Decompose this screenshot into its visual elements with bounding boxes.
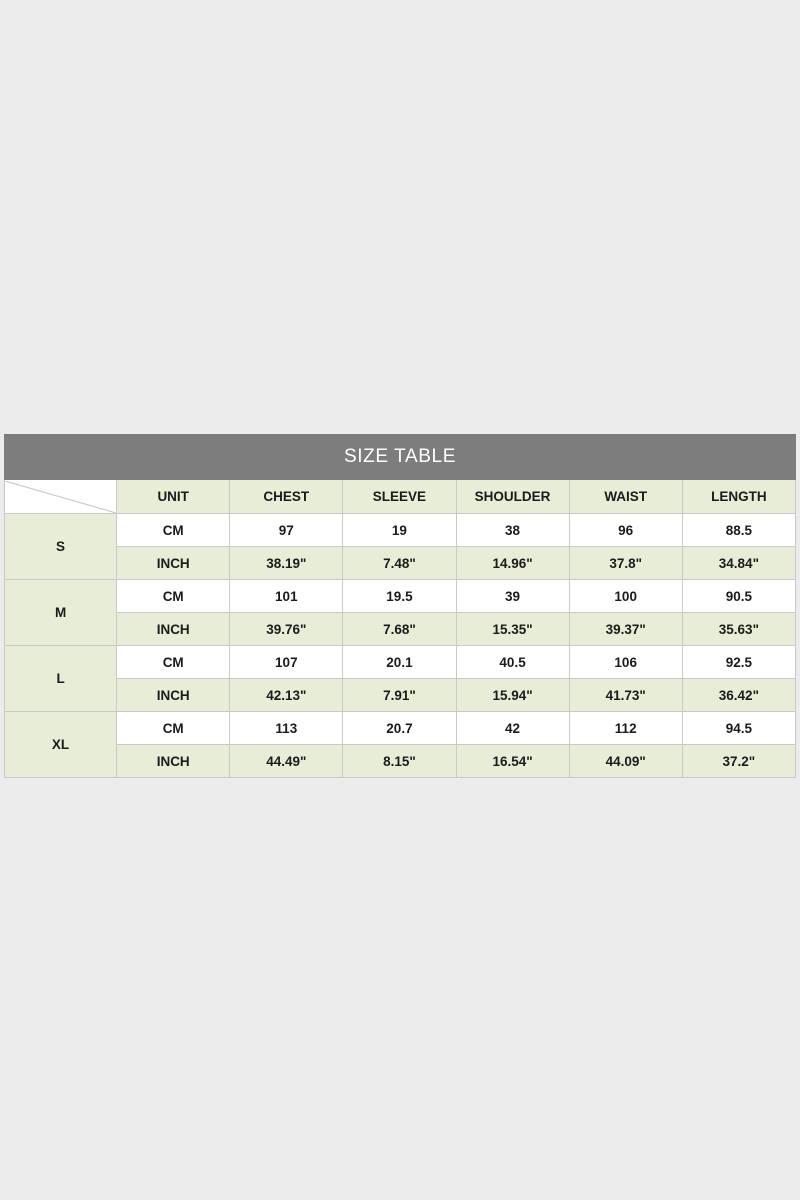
cell-xl-cm-sleeve: 20.7: [343, 712, 456, 745]
unit-label-inch: INCH: [117, 613, 230, 646]
cell-l-inch-shoulder: 15.94": [456, 679, 569, 712]
cell-xl-inch-sleeve: 8.15": [343, 745, 456, 778]
cell-s-cm-sleeve: 19: [343, 514, 456, 547]
cell-s-inch-sleeve: 7.48": [343, 547, 456, 580]
cell-xl-inch-length: 37.2": [682, 745, 795, 778]
table-row: [5, 712, 796, 745]
size-label-l: L: [5, 646, 117, 712]
diagonal-divider-icon: [5, 481, 116, 513]
cell-m-inch-length: 35.63": [682, 613, 795, 646]
cell-s-inch-chest: 38.19": [230, 547, 343, 580]
cell-s-inch-length: 34.84": [682, 547, 795, 580]
cell-m-inch-waist: 39.37": [569, 613, 682, 646]
table-row: [5, 514, 796, 547]
unit-label-inch: INCH: [117, 679, 230, 712]
cell-l-cm-sleeve: 20.1: [343, 646, 456, 679]
corner-diagonal-cell: [5, 480, 117, 514]
table-row: [5, 745, 796, 778]
unit-label-cm: CM: [117, 646, 230, 679]
cell-m-cm-sleeve: 19.5: [343, 580, 456, 613]
cell-xl-inch-waist: 44.09": [569, 745, 682, 778]
cell-xl-inch-chest: 44.49": [230, 745, 343, 778]
cell-l-inch-waist: 41.73": [569, 679, 682, 712]
size-label-xl: XL: [5, 712, 117, 778]
table-row: [5, 613, 796, 646]
unit-label-cm: CM: [117, 514, 230, 547]
cell-s-cm-shoulder: 38: [456, 514, 569, 547]
size-label-m: M: [5, 580, 117, 646]
size-table: [4, 434, 796, 778]
column-header-waist: WAIST: [569, 480, 682, 514]
table-title-row: [5, 435, 796, 480]
cell-l-inch-sleeve: 7.91": [343, 679, 456, 712]
table-row: [5, 679, 796, 712]
cell-l-cm-chest: 107: [230, 646, 343, 679]
column-header-length: LENGTH: [682, 480, 795, 514]
cell-xl-cm-length: 94.5: [682, 712, 795, 745]
table-row: [5, 646, 796, 679]
cell-l-cm-waist: 106: [569, 646, 682, 679]
unit-label-cm: CM: [117, 712, 230, 745]
cell-m-cm-waist: 100: [569, 580, 682, 613]
cell-xl-inch-shoulder: 16.54": [456, 745, 569, 778]
column-header-sleeve: SLEEVE: [343, 480, 456, 514]
cell-m-inch-shoulder: 15.35": [456, 613, 569, 646]
cell-l-cm-length: 92.5: [682, 646, 795, 679]
cell-s-cm-length: 88.5: [682, 514, 795, 547]
column-header-unit: UNIT: [117, 480, 230, 514]
column-header-chest: CHEST: [230, 480, 343, 514]
cell-l-inch-chest: 42.13": [230, 679, 343, 712]
table-header-row: [5, 480, 796, 514]
cell-xl-cm-shoulder: 42: [456, 712, 569, 745]
cell-l-inch-length: 36.42": [682, 679, 795, 712]
unit-label-inch: INCH: [117, 745, 230, 778]
table-title: SIZE TABLE: [5, 435, 796, 480]
size-table-container: [4, 434, 796, 778]
cell-s-inch-waist: 37.8": [569, 547, 682, 580]
table-row: [5, 547, 796, 580]
cell-s-cm-chest: 97: [230, 514, 343, 547]
cell-m-cm-chest: 101: [230, 580, 343, 613]
cell-m-cm-length: 90.5: [682, 580, 795, 613]
unit-label-cm: CM: [117, 580, 230, 613]
cell-xl-cm-waist: 112: [569, 712, 682, 745]
cell-m-inch-chest: 39.76": [230, 613, 343, 646]
cell-m-cm-shoulder: 39: [456, 580, 569, 613]
unit-label-inch: INCH: [117, 547, 230, 580]
table-row: [5, 580, 796, 613]
cell-xl-cm-chest: 113: [230, 712, 343, 745]
cell-m-inch-sleeve: 7.68": [343, 613, 456, 646]
cell-l-cm-shoulder: 40.5: [456, 646, 569, 679]
column-header-shoulder: SHOULDER: [456, 480, 569, 514]
cell-s-cm-waist: 96: [569, 514, 682, 547]
cell-s-inch-shoulder: 14.96": [456, 547, 569, 580]
size-label-s: S: [5, 514, 117, 580]
